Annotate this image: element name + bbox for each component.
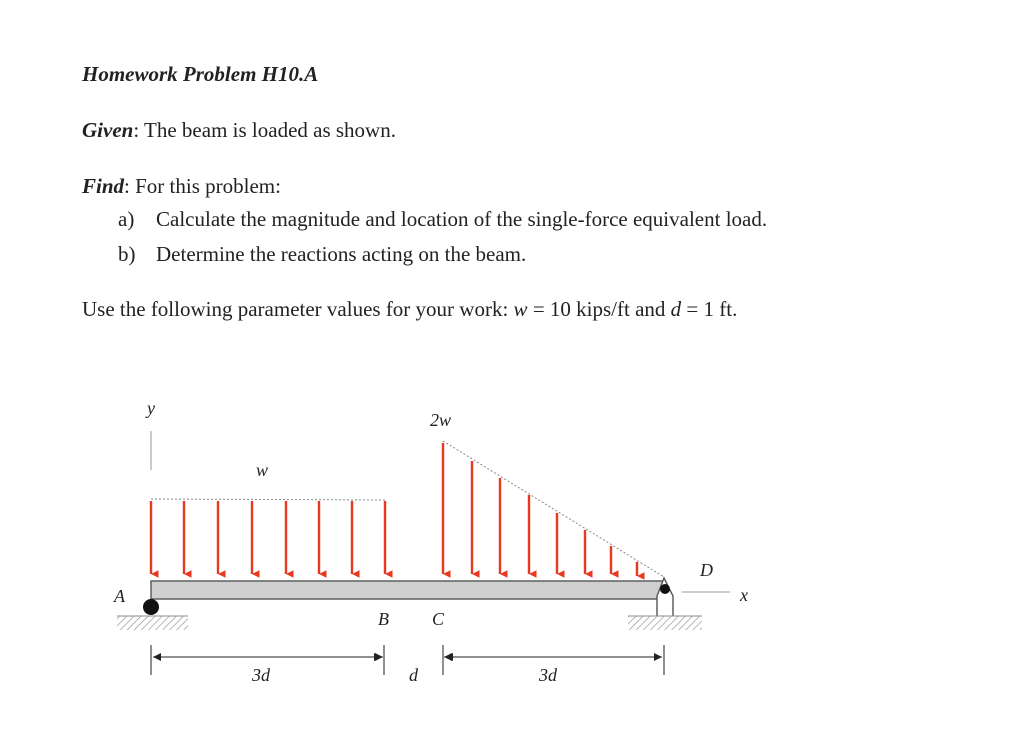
uniform-load-envelope xyxy=(151,499,385,500)
point-b-label: B xyxy=(378,609,389,629)
problem-title: Homework Problem H10.A xyxy=(82,62,319,86)
support-a-pin xyxy=(143,599,159,615)
param-w-value: = 10 kips/ft and xyxy=(527,297,671,321)
triangular-load-arrows xyxy=(443,443,637,576)
point-c-label: C xyxy=(432,609,445,629)
find-label: Find xyxy=(82,174,125,198)
param-d-symbol: d xyxy=(670,297,682,321)
triangular-load-peak-label: 2w xyxy=(430,410,452,430)
point-a-label: A xyxy=(114,586,125,606)
given-text: : The beam is loaded as shown. xyxy=(133,118,396,142)
support-d-pin xyxy=(660,584,670,594)
uniform-load-arrows xyxy=(151,501,385,574)
support-a-ground xyxy=(117,616,188,630)
param-prefix: Use the following parameter values for your work: xyxy=(82,297,514,321)
given-label: Given xyxy=(82,118,134,142)
find-item-marker: b) xyxy=(118,242,136,266)
find-item-text: Calculate the magnitude and location of the single-force equivalent load. xyxy=(156,207,768,231)
find-item-marker: a) xyxy=(118,207,135,231)
find-item-text: Determine the reactions acting on the beam. xyxy=(156,242,527,266)
param-w-symbol: w xyxy=(513,297,528,321)
dim-cd-label: 3d xyxy=(539,665,557,685)
triangular-load-envelope xyxy=(443,441,664,577)
dimension-lines xyxy=(151,645,664,675)
find-text: : For this problem: xyxy=(124,174,281,198)
x-axis-label: x xyxy=(740,585,748,605)
beam xyxy=(151,581,664,599)
y-axis-label: y xyxy=(147,398,155,418)
support-d-ground xyxy=(628,616,702,630)
dim-bc-label: d xyxy=(409,665,418,685)
uniform-load-label: w xyxy=(256,460,269,480)
point-d-label: D xyxy=(700,560,713,580)
dim-ab-label: 3d xyxy=(252,665,270,685)
param-d-value: = 1 ft. xyxy=(681,297,738,321)
